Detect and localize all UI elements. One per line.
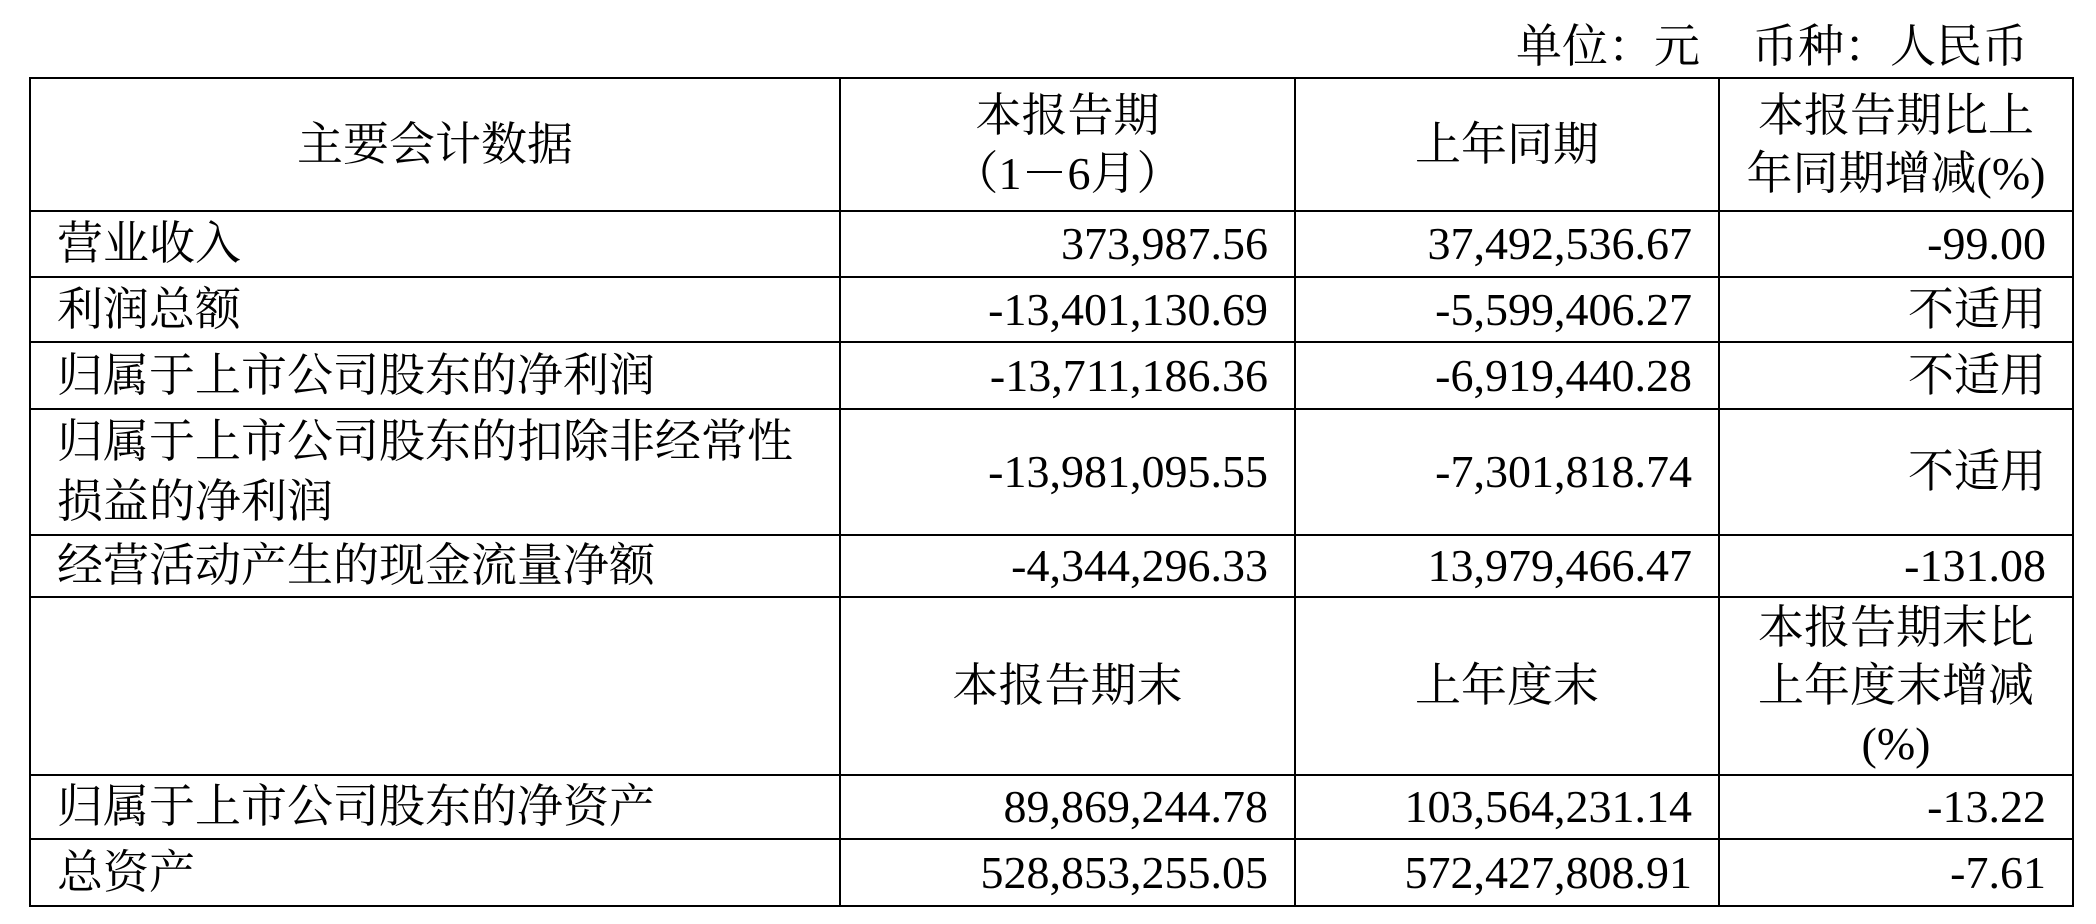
column-header-prior-year-end: 上年度末 [1295,597,1719,775]
current-period-value: -13,981,095.55 [840,409,1295,535]
change-percent-value: -99.00 [1719,211,2073,277]
item-label: 营业收入 [30,211,840,277]
current-period-value: 373,987.56 [840,211,1295,277]
change-percent-value: 不适用 [1719,409,2073,535]
change-percent-value: 不适用 [1719,342,2073,409]
prior-period-value: 13,979,466.47 [1295,535,1719,597]
row-total-assets [30,839,2073,906]
column-header-line: 本报告期比上 [1758,89,2034,141]
item-label-line: 损益的净利润 [57,476,333,527]
column-header-change-percent [1719,78,2073,211]
item-label: 经营活动产生的现金流量净额 [30,535,840,597]
column-header-line: 上年度末增减 [1758,660,2034,711]
period-header-row [30,78,2073,211]
key-accounting-data-table [29,77,2074,907]
column-header-line: 本报告期 [975,89,1160,141]
change-percent-value: -13.22 [1719,775,2073,839]
row-net-profit-attributable [30,342,2073,409]
prior-period-value: -6,919,440.28 [1295,342,1719,409]
currency-label: 币种：人民币 [1752,21,2028,72]
column-header-line: (%) [1861,718,1931,769]
prior-year-end-value: 572,427,808.91 [1295,839,1719,906]
prior-year-end-value: 103,564,231.14 [1295,775,1719,839]
row-operating-revenue [30,211,2073,277]
balance-header-row [30,597,2073,775]
column-header-item: 主要会计数据 [30,78,840,211]
column-header-line: （1－6月） [952,147,1183,199]
change-percent-value: -7.61 [1719,839,2073,906]
current-period-value: -4,344,296.33 [840,535,1295,597]
row-net-assets-attributable [30,775,2073,839]
current-period-value: -13,401,130.69 [840,277,1295,342]
prior-period-value: -5,599,406.27 [1295,277,1719,342]
column-header-change-percent [1719,597,2073,775]
change-percent-value: -131.08 [1719,535,2073,597]
item-label: 归属于上市公司股东的净利润 [30,342,840,409]
change-percent-value: 不适用 [1719,277,2073,342]
row-operating-cash-flow [30,535,2073,597]
row-net-profit-excl-nonrecurring [30,409,2073,535]
row-total-profit [30,277,2073,342]
item-label: 总资产 [30,839,840,906]
column-header-blank [30,597,840,775]
column-header-line: 年同期增减(%) [1746,147,2046,199]
column-header-period-end: 本报告期末 [840,597,1295,775]
period-end-value: 528,853,255.05 [840,839,1295,906]
column-header-current-period [840,78,1295,211]
current-period-value: -13,711,186.36 [840,342,1295,409]
prior-period-value: -7,301,818.74 [1295,409,1719,535]
item-label: 归属于上市公司股东的净资产 [30,775,840,839]
column-header-line: 本报告期末比 [1758,602,2034,653]
column-header-prior-period: 上年同期 [1295,78,1719,211]
unit-label: 单位：元 [1516,21,1700,72]
item-label [30,409,840,535]
item-label: 利润总额 [30,277,840,342]
period-end-value: 89,869,244.78 [840,775,1295,839]
prior-period-value: 37,492,536.67 [1295,211,1719,277]
item-label-line: 归属于上市公司股东的扣除非经常性 [57,416,793,467]
unit-currency-caption [1516,18,2028,76]
